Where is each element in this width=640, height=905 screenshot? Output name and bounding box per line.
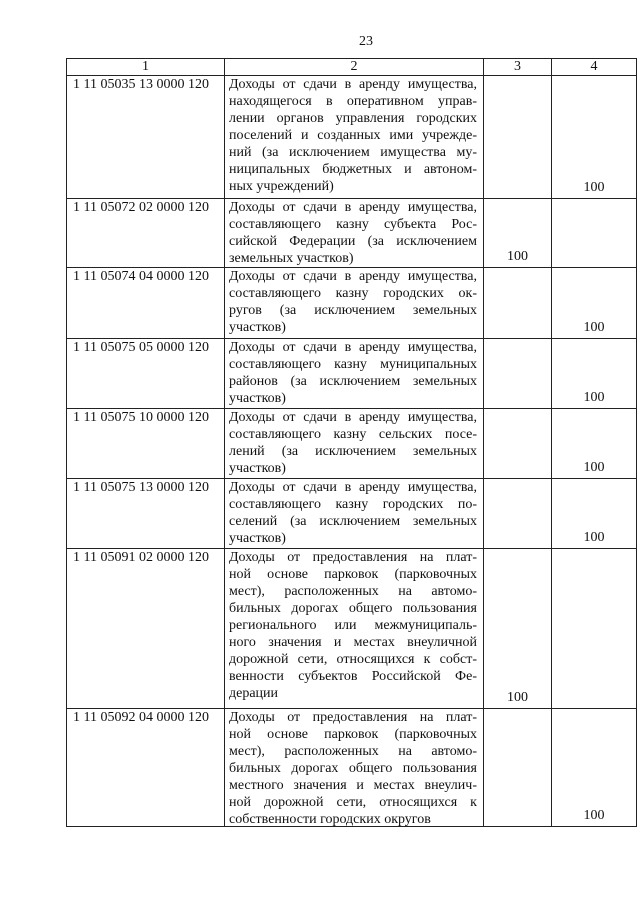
- col4-cell: [552, 268, 636, 338]
- col4-cell: [552, 549, 636, 708]
- column-header-3: 3: [484, 59, 551, 75]
- code-cell: 1 11 05072 02 0000 120: [67, 199, 224, 267]
- description-line: бильных дорогах общего пользования: [229, 761, 477, 776]
- col3-cell: [484, 709, 551, 826]
- col4-cell: [552, 76, 636, 198]
- description-line: ниципальных бюджетных и автоном-: [229, 162, 477, 177]
- description-line: лений (за исключением земельных: [229, 444, 477, 459]
- description-line: собственности городских округов: [229, 812, 431, 826]
- description-line: участков): [229, 461, 286, 476]
- description-line: находящегося в оперативном управ-: [229, 94, 477, 109]
- col3-cell: [484, 479, 551, 548]
- code-cell: 1 11 05035 13 0000 120: [67, 76, 224, 198]
- description-cell: [225, 709, 483, 826]
- col3-cell: [484, 549, 551, 708]
- col4-cell: [552, 709, 636, 826]
- description-line: ной дорожной сети, относящихся к: [229, 795, 477, 810]
- col3-cell: [484, 76, 551, 198]
- description-cell: [225, 339, 483, 408]
- description-line: районов (за исключением земельных: [229, 374, 477, 389]
- description-line: бильных дорогах общего пользования: [229, 601, 477, 616]
- description-line: составляющего казну сельских посе-: [229, 427, 477, 442]
- code-cell: 1 11 05075 13 0000 120: [67, 479, 224, 548]
- code-cell: 1 11 05075 05 0000 120: [67, 339, 224, 408]
- description-line: участков): [229, 320, 286, 335]
- description-line: Доходы от сдачи в аренду имущества,: [229, 200, 477, 215]
- amount-value: 100: [583, 808, 605, 823]
- col4-cell: [552, 199, 636, 267]
- description-line: ной основе парковок (парковочных: [229, 567, 477, 582]
- description-line: венности субъектов Российской Фе-: [229, 669, 477, 684]
- col4-cell: [552, 479, 636, 548]
- code-cell: 1 11 05075 10 0000 120: [67, 409, 224, 478]
- amount-value: 100: [583, 530, 605, 545]
- column-header-4: 4: [552, 59, 636, 75]
- description-line: регионального или межмуниципаль-: [229, 618, 477, 633]
- description-cell: [225, 76, 483, 198]
- col3-cell: [484, 339, 551, 408]
- description-line: селений (за исключением земельных: [229, 514, 477, 529]
- description-line: Доходы от сдачи в аренду имущества,: [229, 480, 477, 495]
- amount-value: 100: [507, 690, 528, 705]
- description-line: ной основе парковок (парковочных: [229, 727, 477, 742]
- revenue-table: [66, 58, 637, 827]
- description-line: ного значения и местах внеуличной: [229, 635, 477, 650]
- code-cell: 1 11 05091 02 0000 120: [67, 549, 224, 708]
- col4-cell: [552, 339, 636, 408]
- description-line: ний (за исключением имущества му-: [229, 145, 477, 160]
- description-cell: [225, 549, 483, 708]
- description-line: составляющего казну городских по-: [229, 497, 477, 512]
- description-cell: [225, 268, 483, 338]
- column-header-2: 2: [225, 59, 483, 75]
- amount-value: 100: [583, 460, 605, 475]
- col3-cell: [484, 268, 551, 338]
- code-cell: 1 11 05074 04 0000 120: [67, 268, 224, 338]
- page-number: 23: [359, 34, 373, 49]
- description-line: местного значения и местах внеулич-: [229, 778, 477, 793]
- description-line: поселений и созданных ими учрежде-: [229, 128, 477, 143]
- description-line: составляющего казну субъекта Рос-: [229, 217, 477, 232]
- col3-cell: [484, 409, 551, 478]
- description-line: земельных участков): [229, 251, 354, 266]
- column-header-1: 1: [67, 59, 224, 75]
- amount-value: 100: [583, 320, 605, 335]
- description-line: участков): [229, 391, 286, 406]
- description-line: ругов (за исключением земельных: [229, 303, 477, 318]
- code-cell: 1 11 05092 04 0000 120: [67, 709, 224, 826]
- description-line: составляющего казну муниципальных: [229, 357, 477, 372]
- amount-value: 100: [583, 180, 605, 195]
- description-line: Доходы от предоставления на плат-: [229, 550, 477, 565]
- description-line: Доходы от сдачи в аренду имущества,: [229, 269, 477, 284]
- description-line: Доходы от сдачи в аренду имущества,: [229, 77, 477, 92]
- description-line: ных учреждений): [229, 179, 334, 194]
- amount-value: 100: [507, 249, 528, 264]
- description-line: сийской Федерации (за исключением: [229, 234, 477, 249]
- description-cell: [225, 479, 483, 548]
- description-line: лении органов управления городских: [229, 111, 477, 126]
- amount-value: 100: [583, 390, 605, 405]
- description-line: Доходы от сдачи в аренду имущества,: [229, 340, 477, 355]
- description-line: Доходы от предоставления на плат-: [229, 710, 477, 725]
- description-line: участков): [229, 531, 286, 546]
- col4-cell: [552, 409, 636, 478]
- description-cell: [225, 199, 483, 267]
- description-line: мест), расположенных на автомо-: [229, 744, 477, 759]
- description-line: дорожной сети, относящихся к собст-: [229, 652, 477, 667]
- description-line: мест), расположенных на автомо-: [229, 584, 477, 599]
- description-line: дерации: [229, 686, 279, 701]
- description-line: Доходы от сдачи в аренду имущества,: [229, 410, 477, 425]
- col3-cell: [484, 199, 551, 267]
- description-line: составляющего казну городских ок-: [229, 286, 477, 301]
- description-cell: [225, 409, 483, 478]
